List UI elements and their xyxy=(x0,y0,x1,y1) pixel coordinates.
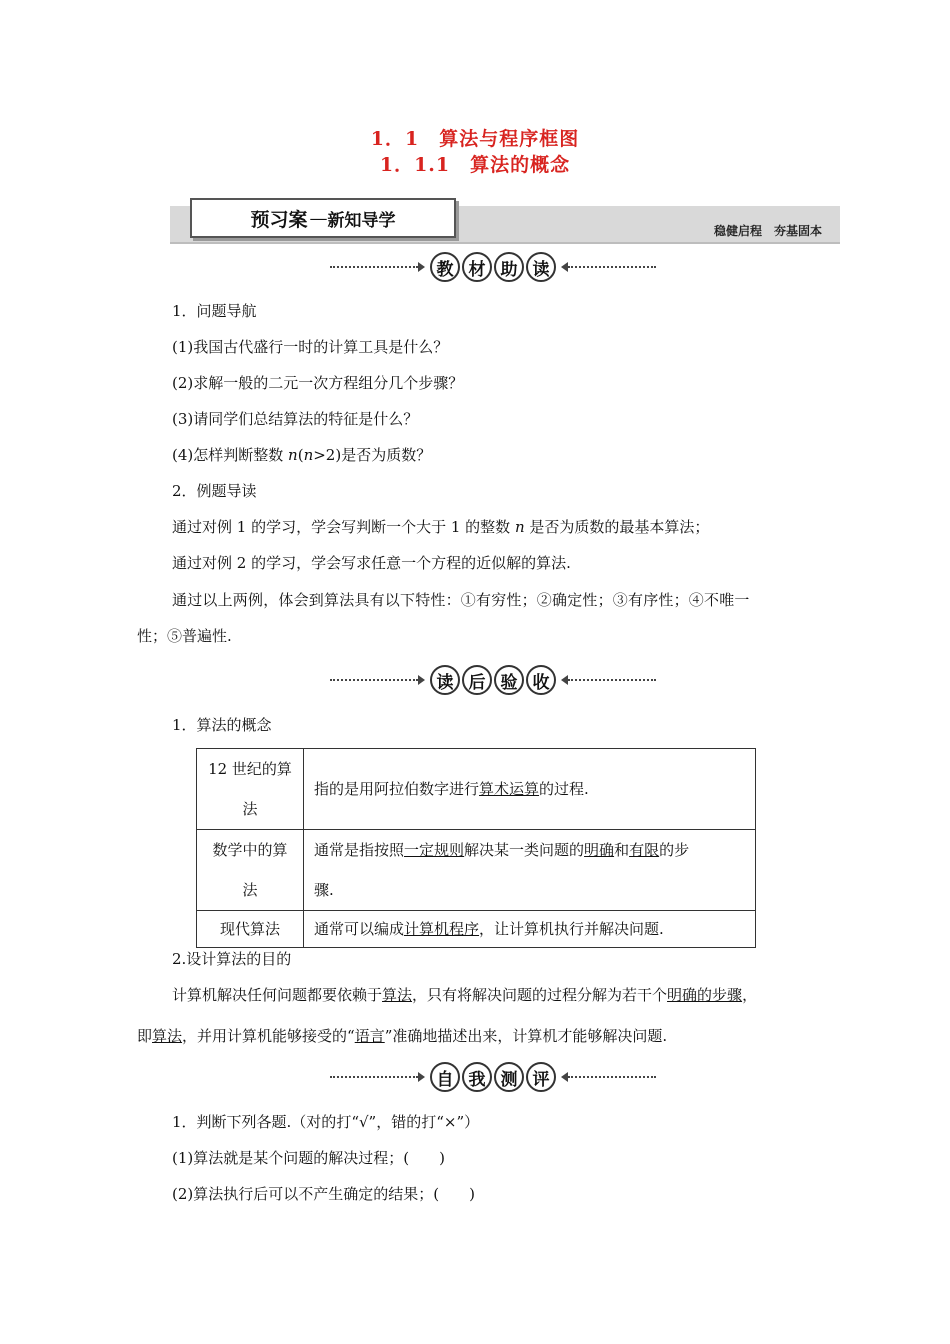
table-key-cell xyxy=(197,830,304,911)
arrow-left-icon xyxy=(561,675,568,685)
exercise-item-1: (1)算法就是某个问题的解决过程；( ) xyxy=(172,1149,445,1167)
text-run: 即 xyxy=(137,1027,153,1045)
dotted-line-left xyxy=(330,679,418,681)
header-char: 评 xyxy=(526,1062,556,1092)
text-run: 和 xyxy=(614,841,630,859)
section-header-self-test xyxy=(330,1061,656,1093)
cell-text: 12 世纪的算 xyxy=(208,760,292,778)
blank-answer: 明确的步骤 xyxy=(667,986,743,1004)
text-run: ( xyxy=(297,446,304,464)
section-title: 1．1 算法与程序框图 xyxy=(370,128,580,150)
table-key-cell xyxy=(197,749,304,830)
exercise-item-2: (2)算法执行后可以不产生确定的结果；( ) xyxy=(172,1185,475,1203)
arrow-right-icon xyxy=(418,262,425,272)
blank-answer: 算法 xyxy=(152,1027,183,1045)
header-char: 读 xyxy=(526,252,556,282)
text-run: 骤. xyxy=(314,881,334,899)
text-run: 指的是用阿拉伯数字进行 xyxy=(314,780,480,798)
header-char: 收 xyxy=(526,665,556,695)
example-read-3: 通过以上两例，体会到算法具有以下特性：①有穷性；②确定性；③有序性；④不唯一 xyxy=(172,591,750,609)
blank-answer: 明确 xyxy=(584,841,615,859)
banner-main: 预习案 xyxy=(250,208,308,231)
question-3: (3)请同学们总结算法的特征是什么？ xyxy=(172,410,419,428)
math-var: n xyxy=(288,446,298,464)
text-run: 解决某一类问题的 xyxy=(464,841,585,859)
table-value-cell xyxy=(304,911,756,948)
exercise-heading: 1．判断下列各题.（对的打“√”，错的打“×”） xyxy=(172,1113,480,1131)
question-1: (1)我国古代盛行一时的计算工具是什么？ xyxy=(172,338,449,356)
text-run: ，让计算机执行并解决问题. xyxy=(479,920,664,938)
math-var: n xyxy=(303,446,314,464)
blank-answer: 算术运算 xyxy=(479,780,540,798)
text-run: ，并用计算机能够接受的“ xyxy=(182,1027,355,1045)
text-run: 通常可以编成 xyxy=(314,920,405,938)
arrow-left-icon xyxy=(561,1072,568,1082)
text-run: 是否为质数的最基本算法； xyxy=(524,518,710,536)
cell-text: 法 xyxy=(242,800,258,818)
dotted-line-right xyxy=(568,679,656,681)
arrow-left-icon xyxy=(561,262,568,272)
heading-design-purpose: 2.设计算法的目的 xyxy=(172,950,292,968)
header-char: 自 xyxy=(430,1062,460,1092)
banner-sub: 新知导学 xyxy=(327,210,396,231)
banner-dash: — xyxy=(309,207,328,229)
arrow-right-icon xyxy=(418,675,425,685)
text-run: 的步 xyxy=(659,841,690,859)
section-header-review xyxy=(330,664,656,696)
heading-example-guide: 2．例题导读 xyxy=(172,482,257,500)
header-char: 教 xyxy=(430,252,460,282)
text-run: 通常是指按照 xyxy=(314,841,405,859)
subsection-title: 1．1.1 算法的概念 xyxy=(379,154,571,176)
blank-answer: 语言 xyxy=(354,1027,385,1045)
text-run: ， xyxy=(742,986,758,1004)
heading-algorithm-concept: 1．算法的概念 xyxy=(172,716,272,734)
dotted-line-right xyxy=(568,266,656,268)
header-char: 后 xyxy=(462,665,492,695)
header-char: 测 xyxy=(494,1062,524,1092)
header-char: 读 xyxy=(430,665,460,695)
question-2: (2)求解一般的二元一次方程组分几个步骤？ xyxy=(172,374,464,392)
section-header-textbook xyxy=(330,251,656,283)
blank-answer: 一定规则 xyxy=(404,841,465,859)
header-char: 验 xyxy=(494,665,524,695)
blank-answer: 计算机程序 xyxy=(404,920,480,938)
text-run: >2)是否为质数？ xyxy=(313,446,432,464)
text-run: 的过程. xyxy=(539,780,589,798)
banner-slogan: 稳健启程 夯基固本 xyxy=(713,224,822,238)
banner-title-box xyxy=(190,198,456,238)
concept-table xyxy=(196,748,756,948)
table-row xyxy=(197,749,756,830)
dotted-line-left xyxy=(330,266,418,268)
table-value-cell xyxy=(304,830,756,911)
table-row xyxy=(197,911,756,948)
dotted-line-left xyxy=(330,1076,418,1078)
cell-text: 法 xyxy=(242,881,258,899)
text-run: ”准确地描述出来，计算机才能够解决问题. xyxy=(384,1027,668,1045)
text-run: 通过对例 1 的学习，学会写判断一个大于 1 的整数 xyxy=(172,518,515,536)
purpose-line-1 xyxy=(172,985,757,1005)
cell-text: 数学中的算 xyxy=(212,841,288,859)
dotted-line-right xyxy=(568,1076,656,1078)
text-run: ，只有将解决问题的过程分解为若干个 xyxy=(412,986,668,1004)
example-read-1 xyxy=(172,517,709,537)
text-run: 计算机解决任何问题都要依赖于 xyxy=(172,986,383,1004)
header-char: 我 xyxy=(462,1062,492,1092)
math-var: n xyxy=(514,518,525,536)
text-run: (4)怎样判断整数 xyxy=(172,446,289,464)
header-char: 材 xyxy=(462,252,492,282)
question-4 xyxy=(172,445,431,465)
heading-question-nav: 1．问题导航 xyxy=(172,302,257,320)
table-value-cell xyxy=(304,749,756,830)
table-key-cell: 现代算法 xyxy=(197,911,304,948)
example-read-2: 通过对例 2 的学习，学会写求任意一个方程的近似解的算法. xyxy=(172,554,571,572)
blank-answer: 算法 xyxy=(382,986,413,1004)
purpose-line-2 xyxy=(137,1026,667,1046)
header-char: 助 xyxy=(494,252,524,282)
example-read-3-cont: 性；⑤普遍性. xyxy=(137,627,232,645)
table-row xyxy=(197,830,756,911)
blank-answer: 有限 xyxy=(629,841,660,859)
arrow-right-icon xyxy=(418,1072,425,1082)
